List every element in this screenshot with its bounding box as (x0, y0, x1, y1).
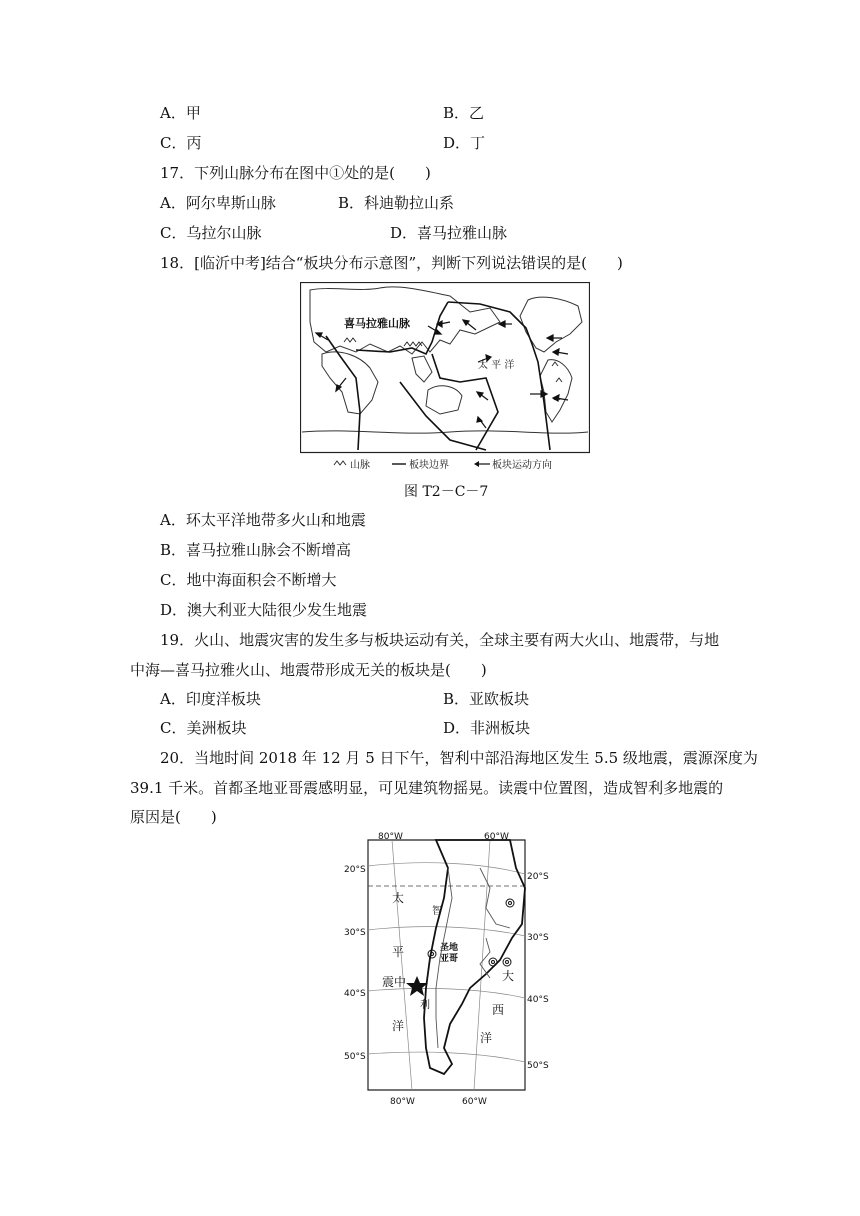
q17-option-b: B．科迪勒拉山系 (338, 194, 455, 212)
legend-boundary: 板块边界 (409, 460, 449, 471)
pacific-char-2: 平 (392, 945, 405, 959)
epicenter-location-map (340, 828, 555, 1112)
q17-option-c: C．乌拉尔山脉 (160, 224, 262, 242)
lat-right-30s: 30°S (527, 933, 549, 943)
q20-stem-line3: 原因是( ) (130, 808, 217, 826)
q20-stem-line1: 20．当地时间 2018 年 12 月 5 日下午，智利中部沿海地区发生 5.5 级地震，震源深度为 (160, 749, 758, 767)
q18-stem: 18．[临沂中考]结合“板块分布示意图”，判断下列说法错误的是( ) (160, 254, 623, 272)
santiago-label-1: 圣地 (440, 943, 459, 953)
q18-option-b: B．喜马拉雅山脉会不断增高 (160, 541, 352, 559)
q16-option-c: C．丙 (160, 134, 202, 152)
q17-stem: 17．下列山脉分布在图中①处的是( ) (160, 164, 431, 182)
lat-left-20s: 20°S (344, 865, 366, 875)
q17-option-d: D．喜马拉雅山脉 (390, 224, 508, 242)
atlantic-char-2: 西 (492, 1003, 505, 1017)
lat-right-20s: 20°S (527, 872, 549, 882)
q19-stem-line2: 中海—喜马拉雅火山、地震带形成无关的板块是( ) (130, 661, 487, 679)
santiago-label-2: 亚哥 (440, 954, 459, 964)
atlantic-char-1: 大 (502, 969, 515, 983)
q20-stem-line2: 39.1 千米。首都圣地亚哥震感明显，可见建筑物摇晃。读震中位置图，造成智利多地震的 (130, 779, 724, 797)
lon-top-60w: 60°W (484, 832, 509, 842)
lon-bottom-80w: 80°W (390, 1097, 415, 1107)
legend-mountain-icon (334, 461, 346, 465)
q16-option-a: A．甲 (160, 104, 201, 122)
q19-option-b: B．亚欧板块 (443, 690, 530, 708)
epicenter-label: 震中 (382, 975, 407, 989)
q19-stem-line1: 19．火山、地震灾害的发生多与板块运动有关，全球主要有两大火山、地震带，与地 (160, 631, 720, 649)
q18-option-c: C．地中海面积会不断增大 (160, 571, 337, 589)
lat-right-50s: 50°S (527, 1061, 549, 1071)
himalaya-label: 喜马拉雅山脉 (344, 317, 410, 330)
lon-top-80w: 80°W (378, 832, 403, 842)
q16-option-d: D．丁 (443, 134, 486, 152)
q19-option-d: D．非洲板块 (443, 719, 531, 737)
q19-option-c: C．美洲板块 (160, 719, 247, 737)
pacific-label: 太 平 洋 (478, 360, 515, 371)
lat-left-40s: 40°S (344, 989, 366, 999)
lat-left-50s: 50°S (344, 1052, 366, 1062)
q17-option-a: A．阿尔卑斯山脉 (160, 194, 276, 212)
plate-distribution-map (300, 282, 590, 474)
lat-left-30s: 30°S (344, 928, 366, 938)
lon-bottom-60w: 60°W (462, 1097, 487, 1107)
figure-caption: 图 T2－C－7 (404, 484, 489, 500)
q18-option-d: D．澳大利亚大陆很少发生地震 (160, 601, 368, 619)
q18-option-a: A．环太平洋地带多火山和地震 (160, 511, 366, 529)
legend-movement: 板块运动方向 (492, 460, 552, 471)
q19-option-a: A．印度洋板块 (160, 690, 261, 708)
lat-right-40s: 40°S (527, 995, 549, 1005)
atlantic-char-3: 洋 (480, 1031, 493, 1045)
chile-char-2: 利 (420, 1000, 430, 1011)
legend-mountain: 山脉 (350, 460, 370, 471)
q16-option-b: B．乙 (443, 104, 485, 122)
pacific-char-1: 太 (392, 891, 405, 905)
chile-char-1: 智 (432, 906, 442, 917)
pacific-char-3: 洋 (392, 1019, 405, 1033)
